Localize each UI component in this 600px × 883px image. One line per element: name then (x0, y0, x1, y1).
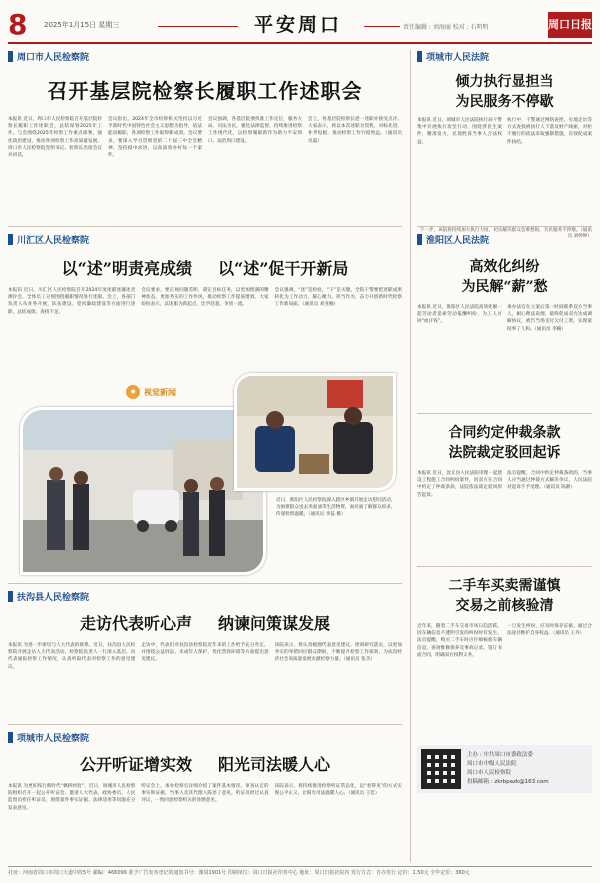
body-paragraph: 会上，各基层院检察长逐一述职并接受点评。大家表示，将以本次述职为契机，对标先进、补齐短板，推动检察工作行稳致远。（通讯员 史磊） (308, 117, 402, 144)
column-title: 平安周口 (246, 10, 350, 37)
article-headline-line1: 高效化纠纷 (469, 259, 540, 275)
tag-bar-icon (8, 51, 13, 62)
photo-caption: 近日，淮阳区人民检察院深入辖区乡镇开展走访慰问活动，为困难群众送去米面油等生活物资，面对面了解群众诉求，传递检察温暖。（通讯员 李蕊 摄） (276, 498, 396, 518)
body-paragraph: 会议要求，要正视问题差距，锚定目标任务，以更加饱满的精神状态、更加务实的工作作风，推动检察工作提质增效。大家纷纷表示，以述职为新起点，比学赶超，争创一流。 (141, 288, 269, 308)
info-box (417, 745, 592, 793)
header-rule-left (158, 26, 238, 27)
article-headline-line2: 法院裁定驳回起诉 (448, 445, 561, 461)
body-paragraph: 下一步，该院将持续加大执行力度，切实解决群众急难愁盼，为民服务不停歇。（通讯员 刘婷婷） (419, 228, 592, 239)
tag-bar-icon (8, 732, 13, 743)
section-tag-label: 项城市人民法院 (426, 53, 490, 63)
article-body (417, 304, 592, 422)
body-paragraph: 本报讯 近日，沈丘县人民法院审理一起建设工程施工合同纠纷案件，因双方在合同中约定了仲裁条款，法院依法裁定驳回原告起诉。 (417, 471, 502, 498)
article-zhoukou-procuratorate (8, 50, 402, 226)
section-tag (8, 233, 402, 246)
article-headline-line1: 合同约定仲裁条款 (448, 425, 561, 441)
body-paragraph: 会议强调，“述”是检验，“干”是关键。全院干警要把述职成果转化为工作动力，凝心聚力、担当作为，奋力开创新时代检察工作新局面。（通讯员 刘亚楠） (274, 288, 402, 308)
tag-bar-icon (8, 234, 13, 245)
body-paragraph: 本报讯 近日，项城市人民法院执行局干警集中开展执行攻坚行动，围绕涉民生案件，精准发力，兑现胜诉当事人合法权益。 (417, 118, 502, 145)
newspaper-masthead-logo: 周口日报 (548, 12, 592, 38)
header-rule-right (364, 26, 400, 27)
section-tag (417, 50, 592, 63)
photo-news-block (8, 367, 402, 577)
body-paragraph: 走访中，代表们对扶沟县检察院近年来的工作给予充分肯定，并围绕公益诉讼、未成年人保护、优化营商环境等方面提出意见建议。 (141, 643, 269, 663)
article-xiangcheng-court (417, 50, 592, 239)
article-body (8, 642, 402, 728)
body-paragraph: 一旦发生纠纷，应及时保存证据，通过合法途径维护自身权益。（通讯员 王丹） (507, 624, 592, 637)
section-tag (8, 590, 402, 603)
tag-bar-icon (8, 591, 13, 602)
qr-code-icon (421, 749, 461, 789)
article-huaiyang-court (417, 227, 592, 413)
section-tag-label: 川汇区人民检察院 (17, 236, 90, 246)
article-headline-left: 公开听证增实效 (79, 755, 192, 774)
article-body (417, 117, 592, 227)
article-used-car (417, 567, 592, 787)
body-paragraph: 执行中，干警通过网络查控、实地走访等方式查找被执行人下落及财产线索，对拒不履行的依法采取强制措施，有效促成案件执结。 (507, 118, 592, 145)
article-chuanhui-procuratorate (8, 227, 402, 583)
info-co-host: 周口市中级人民法院 (467, 761, 517, 767)
article-body (417, 470, 592, 570)
right-column (410, 50, 592, 862)
info-contact: 投稿邮箱 : zkrbpazk@163.com (467, 779, 549, 785)
article-body (8, 116, 402, 228)
article-headline-right: 以“述”促干开新局 (218, 259, 349, 278)
article-headline-right: 阳光司法暖人心 (218, 755, 331, 774)
body-paragraph: 该院表示，将持续推进检察听证常态化，以“看得见”的方式实现公平正义，让阳光司法温暖人心。（通讯员 王佳） (274, 784, 402, 797)
article-headline-line2: 为民服务不停歇 (455, 94, 554, 110)
body-paragraph: 该院表示，将认真梳理代表意见建议，逐项研究落实，以更加务实的举措回应群众期盼，不断提升检察工作质效，为扶沟经济社会高质量发展贡献检察力量。（通讯员 张杰） (274, 643, 402, 663)
photo-visit-outdoor (20, 407, 266, 575)
body-paragraph: 承办法官在立案后第一时间联系双方当事人，耐心释法说理，最终促成双方达成调解协议，被告当场支付欠付工资，实现案结事了人和。（通讯员 李楠） (507, 305, 592, 332)
article-headline-left: 走访代表听心声 (79, 614, 192, 633)
page-header (8, 8, 592, 44)
visual-news-logo: ◉ 视觉新闻 (126, 385, 176, 399)
editor-credits: 责任编辑 : 刘海丽 校对 : 石明明 (403, 24, 489, 31)
photo-visit-indoor (234, 373, 396, 491)
article-xiangcheng-procuratorate (8, 725, 402, 863)
section-tag-label: 扶沟县人民检察院 (17, 593, 90, 603)
article-headline-line1: 二手车买卖需谨慎 (448, 578, 561, 594)
info-host: 主办 : 中共周口市委政法委 (467, 752, 533, 758)
body-paragraph: 听证会上，承办检察官详细介绍了案件基本情况、审查认定的事实和证据，当事人及其代理人陈述了意见。听证员经过认真评议，一致同意检察机关的处理意见。 (141, 784, 269, 804)
body-paragraph: 近年来，随着二手车交易市场日趋活跃，因车辆信息不透明引发的纠纷时有发生。法官提醒，购买二手车时应仔细核验车辆信息，查询维修保养及事故记录，签订书面合同，明确双方权利义务。 (417, 624, 502, 658)
tag-bar-icon (417, 234, 422, 245)
section-tag (8, 50, 402, 63)
article-fugou-procuratorate (8, 584, 402, 724)
body-paragraph: 本报讯 为进一步密切与人大代表的联系，近日，扶沟县人民检察院开展走访人大代表活动。检察院负责人一行深入基层，向代表通报检察工作情况，认真听取代表对检察工作的意见建议。 (8, 643, 136, 670)
tag-bar-icon (417, 51, 422, 62)
article-headline: 召开基层院检察长履职工作述职会 (47, 79, 363, 103)
body-paragraph: 会议强调，各基层院要找准工作定位，服务大局、司法为民，强化法律监督，持续推进检察工作现代化，以检察履职新作为助力平安周口、法治周口建设。 (208, 117, 302, 144)
article-body (417, 623, 592, 735)
body-paragraph: 本报讯 近日，川汇区人民检察院召开2024年度述职述廉述责测评会，全体员工分别围绕履职情况进行述职。会上，各部门负责人从业务开展、队伍建设、党风廉政建设等方面进行述职，总结成绩，查找不足。 (8, 288, 136, 315)
camera-icon: ◉ (126, 385, 140, 399)
body-paragraph: 法官提醒，合同中约定仲裁条款的，当事人应当通过仲裁方式解决争议，人民法院对起诉不予受理。（通讯员 陈静） (507, 471, 592, 491)
section-tag-label: 淮阳区人民法院 (426, 236, 490, 246)
article-headline-line1: 倾力执行显担当 (455, 74, 554, 90)
section-tag (8, 731, 402, 744)
body-paragraph: 本报讯 为更好践行新时代“枫桥经验”，近日，项城市人民检察院组织召开一起公开听证会，邀请人大代表、政协委员、人民监督员担任听证员，围绕案件事实证据、法律适用等问题充分发表意见。 (8, 784, 136, 811)
section-tag (417, 233, 592, 246)
article-headline-left: 以“述”明责亮成绩 (61, 259, 192, 278)
body-paragraph: 本报讯 近日，淮阳区人民法院高效化解一起劳动者追索劳动报酬纠纷，为工人讨回“血汗钱”。 (417, 305, 502, 325)
article-body (8, 287, 402, 361)
info-co-host-2: 周口市人民检察院 (467, 770, 512, 776)
body-paragraph: 本报讯 近日，周口市人民检察院召开基层院检察长履职工作述职会，总结谋划2025年工作。与会围绕2025年检察工作重点部署，强化政治建设，推动各项检察工作高质量发展。周口市人民检察院党组书记、检察长出席会议并讲话。 (8, 117, 102, 159)
section-tag-label: 项城市人民检察院 (17, 734, 90, 744)
section-tag-label: 周口市人民检察院 (17, 53, 90, 63)
page-number: 8 (8, 8, 28, 41)
issue-date: 2025年1月15日 星期三 (44, 21, 120, 29)
article-headline-line2: 交易之前核验清 (455, 598, 554, 614)
article-headline-line2: 为民解“薪”愁 (461, 279, 548, 295)
article-body (8, 783, 402, 865)
page-footer: 社址：河南省周口市周口大道中段5号 邮编：466099 准予广告发布登记的通知书号：豫周1901号 印刷单位：周口日报社印务中心 地址：周口日报社院内 发行方式：自办发行 定价：1.50元 全年定价：360元 (8, 866, 592, 878)
left-column (8, 50, 402, 862)
article-arbitration-clause (417, 414, 592, 566)
body-paragraph: 会议指出，2024年全市检察机关坚持以习近平新时代中国特色社会主义思想为指导，依法能动履职，各项检察工作取得新成效。会议要求，要深入学习贯彻党的二十届三中全会精神，坚持稳中求进，以高质效办好每一个案件。 (108, 117, 202, 159)
article-headline-right: 纳谏问策谋发展 (218, 614, 331, 633)
